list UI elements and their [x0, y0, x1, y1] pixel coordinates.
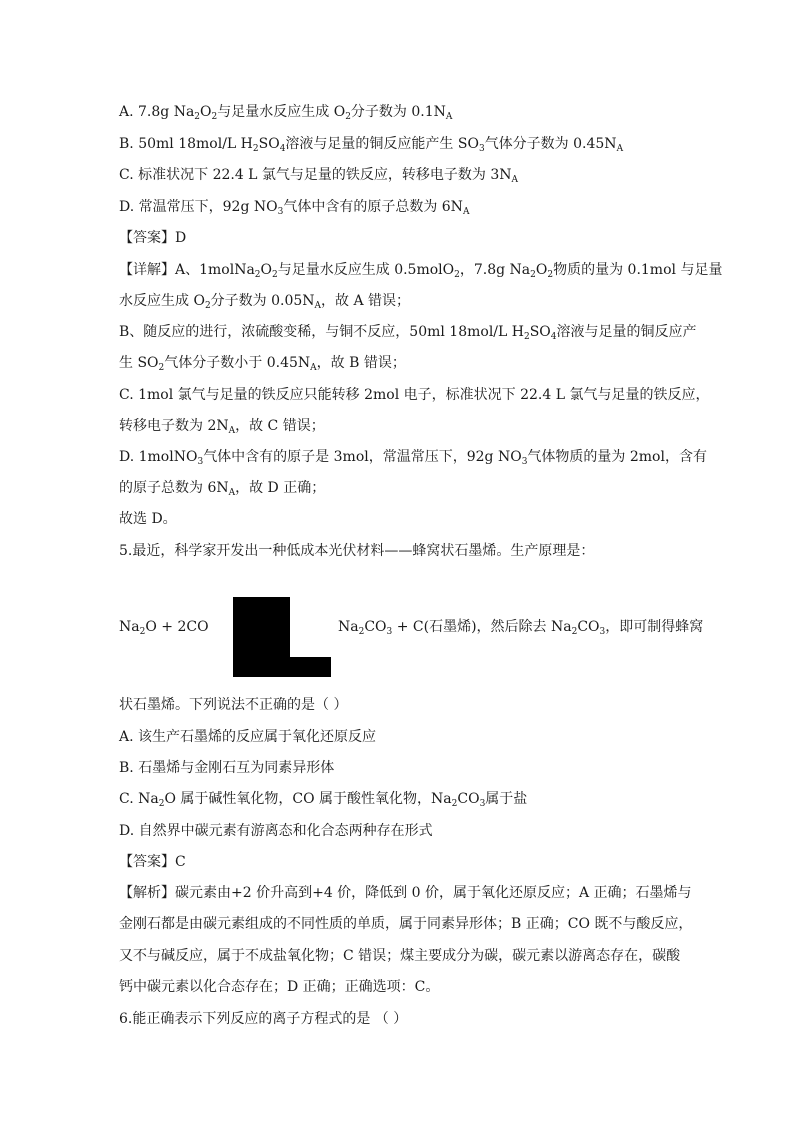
- q5-equation-products: $Na_2CO_3 + C$(石墨烯)，然后除去 $Na_2CO_3$，即可制得蜂窝: [338, 619, 704, 637]
- q5-stem-continued: 状石墨烯。下列说法不正确的是（ ）: [119, 697, 348, 713]
- q5-stem: 5.最近，科学家开发出一种低成本光伏材料——蜂窝状石墨烯。生产原理是：: [119, 543, 595, 559]
- q4-explanation-line: B、随反应的进行，浓硫酸变稀，与铜不反应，50ml 18mol/L $H_2SO_4$溶液与足量的铜反应产: [119, 324, 697, 342]
- q6-stem: 6.能正确表示下列反应的离子方程式的是 （ ）: [119, 1011, 408, 1027]
- q4-option-b: B. 50ml 18mol/L $H_2SO_4$溶液与足量的铜反应能产生 $SO_3$气体分子数为 $0.45N_A$: [119, 136, 624, 154]
- q4-option-d: D. 常温常压下，92g $NO_3$气体中含有的原子总数为 $6N_A$: [119, 199, 470, 217]
- q5-answer: 【答案】C: [119, 854, 186, 870]
- equation-condition-image: [290, 657, 331, 677]
- q4-explanation-line: 转移电子数为 $2N_A$，故 C 错误；: [119, 418, 325, 436]
- q4-explanation-line: 水反应生成 $O_2$分子数为 $0.05N_A$，故 A 错误；: [119, 293, 411, 311]
- q5-explanation-line: 【解析】碳元素由+2 价升高到+4 价，降低到 0 价，属于氧化还原反应；A 正确；石墨烯与: [119, 885, 692, 901]
- q4-option-a: A. 7.8g $Na_2O_2$与足量水反应生成 $O_2$分子数为 $0.1N_A$: [119, 104, 453, 122]
- q4-explanation-line: 故选 D。: [119, 511, 177, 527]
- q5-option-c: C. $Na_2O$ 属于碱性氧化物，CO 属于酸性氧化物，$Na_2CO_3$属于盐: [119, 791, 528, 809]
- q4-explanation-line: 的原子总数为 $6N_A$，故 D 正确；: [119, 480, 326, 498]
- q4-explanation-line: C. 1mol 氯气与足量的铁反应只能转移 2mol 电子，标准状况下 22.4 L 氯气与足量的铁反应，: [119, 387, 710, 403]
- q4-explanation-line: 生 $SO_2$气体分子数小于 $0.45N_A$，故 B 错误；: [119, 355, 406, 373]
- q4-explanation-line: D. 1molNO$_3$气体中含有的原子是 3mol，常温常压下，92g $NO_3$气体物质的量为 2mol，含有: [119, 449, 707, 467]
- q4-answer: 【答案】D: [119, 230, 187, 246]
- q5-explanation-line: 钙中碳元素以化合态存在；D 正确；正确选项：C。: [119, 979, 440, 995]
- q5-option-a: A. 该生产石墨烯的反应属于氧化还原反应: [119, 729, 377, 745]
- q5-equation-reactants: $Na_2O + 2CO$: [119, 619, 209, 637]
- q5-explanation-line: 又不与碱反应，属于不成盐氧化物；C 错误；煤主要成分为碳，碳元素以游离态存在，碳酸: [119, 948, 681, 964]
- q4-explanation-line: 【详解】A、$1molNa_2O_2$与足量水反应生成 0.5molO$_2$，7.8g $Na_2O_2$物质的量为 0.1mol 与足量: [119, 262, 723, 280]
- q5-explanation-line: 金刚石都是由碳元素组成的不同性质的单质，属于同素异形体；B 正确；CO 既不与酸反应，: [119, 916, 693, 932]
- q5-option-d: D. 自然界中碳元素有游离态和化合态两种存在形式: [119, 823, 433, 839]
- q5-option-b: B. 石墨烯与金刚石互为同素异形体: [119, 760, 335, 776]
- equation-condition-image: [233, 597, 290, 677]
- q4-option-c: C. 标准状况下 22.4 L 氯气与足量的铁反应，转移电子数为 $3N_A$: [119, 167, 519, 185]
